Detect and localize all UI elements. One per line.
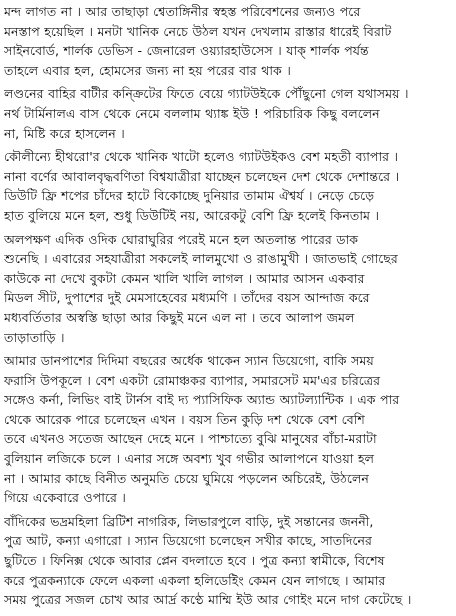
text-line: মিডল সীট, দুপাশের দুই মেমসাহেবের মধ্যমণি । তাঁদের বয়স আন্দাজ করে bbox=[4, 290, 370, 306]
text-line: গিয়ে একেবারে ওপারে । bbox=[4, 490, 126, 506]
paragraph bbox=[4, 512, 452, 610]
paragraph bbox=[4, 2, 452, 80]
text-line: ছুটিতে । ফিনিক্স থেকে আবার প্লেন বদলাতে হবে । পুত্র কন্যা স্বামীকে, বিশেষ bbox=[4, 553, 385, 569]
text-line: সঙ্গেও কর্না, লিভিং বাই টার্নস বাই দ্য প্যাসিফিক অ্যান্ড অ্যাটল্যান্টিক । এক পার bbox=[4, 392, 400, 408]
text-line: পুত্র আট, কন্যা এগারো । স্যান ডিয়েগো চলেছেন সখীর কাছে, সাতদিনের bbox=[4, 533, 372, 549]
text-line: মধ্যবর্তিতার অস্বস্তি ছাড়া আর কিছুই মনে এল না । তবে আলাপ জমল bbox=[4, 309, 355, 325]
text-line: বুলিয়ান লজিকে চলে । এনার সঙ্গে অবশ্য খুব গভীর আলাপনে যাওয়া হল bbox=[4, 451, 374, 467]
text-line: মনস্তাপ হয়েছিল । মনটা খানিক নেচে উঠল যখন দেখলাম রাস্তার ধারেই বিরাট bbox=[4, 23, 392, 39]
text-line: সময় পুত্রের সজল চোখ আর আর্দ্র কণ্ঠে মাম্মি ইউ আর গোইং মনে দাগ কেটেছে । bbox=[4, 592, 412, 608]
paragraph bbox=[4, 230, 452, 348]
text-line: করে পুত্রকন্যাকে ফেলে একলা একলা হলিডেইিং কেমন যেন লাগছে । আমার bbox=[4, 572, 386, 588]
text-line: না । আমার কাছে বিনীত অনুমতি চেয়ে ঘুমিয়ে পড়লেন অচিরেই, উঠলেন bbox=[4, 470, 369, 486]
text-line: ডিউটি ফ্রি শপের চাঁদের হাটে বিকোচ্ছে দুনিয়ার তামাম ঐশ্বর্য । নেড়ে চেড়ে bbox=[4, 188, 375, 204]
text-line: তাড়াতাড়ি । bbox=[4, 329, 65, 345]
text-line: কৌলীন্যে হীথরো'র থেকে খানিক খাটো হলেও গ্যাটউইকও বেশ মহতী ব্যাপার । bbox=[4, 149, 399, 165]
text-line: তাহলে এবার হল, হোমসের জন্য না হয় পরের বার থাক । bbox=[4, 62, 291, 78]
paragraph bbox=[4, 84, 452, 143]
paragraph bbox=[4, 351, 452, 508]
text-line: বাঁদিকের ভদ্রমহিলা ব্রিটিশ নাগরিক, লিভারপুলে বাড়ি, দুই সন্তানের জননী, bbox=[4, 513, 374, 529]
text-line: নর্থ টার্মিনালএ বাস থেকে নেমে বললাম থ্যাঙ্ক ইউ ! পরিচারিক কিছু বললেন bbox=[4, 105, 380, 121]
text-line: না, মিষ্টি করে হাসলেন । bbox=[4, 125, 125, 141]
text-line: নানা বর্ণের আবালবৃদ্ধবণিতা বিশ্বযাত্রীরা যাচ্ছেন চলেছেন দেশ থেকে দেশান্তরে । bbox=[4, 168, 400, 184]
text-line: মন্দ লাগত না । আর তাছাড়া শ্বেতাঙ্গিনীর স্বহস্ত পরিবেশনের জন্যও পরে bbox=[4, 4, 361, 19]
text-line: আমার ডানপাশের দিদিমা বছরের অর্ধেক থাকেন স্যান ডিয়েগো, বাকি সময় bbox=[4, 353, 374, 369]
paragraph bbox=[4, 147, 452, 225]
text-line: ফরাসি উপকূলে । বেশ একটা রোমাঞ্চকর ব্যাপার, সমারসেট মম'এর চরিত্রের bbox=[4, 372, 381, 388]
text-line: অলপক্ষণ এদিক ওদিক ঘোরাঘুরির পরেই মনে হল অতলান্ত পারের ডাক bbox=[4, 231, 359, 247]
text-line: থেকে আরেক পারে চলেছেন এখন । বয়স তিন কুড়ি দশ থেকে বেশ বেশি bbox=[4, 411, 365, 427]
text-line: সাইনবোর্ড, শার্লক ডেভিস - জেনারেল ওয়্যারহাউসেস । যাক্‌ শার্লক পর্যন্ত bbox=[4, 43, 369, 59]
text-line: শুনেছি । এবারের সহযাত্রীরা সকলেই লালমুখো ও রাঙামুখী । জাতভাই গোছের bbox=[4, 251, 398, 267]
text-line: কাউকে না দেখে বুকটা কেমন খালি খালি লাগল । আমার আসন একবার bbox=[4, 270, 365, 286]
text-line: হাত বুলিয়ে মনে হল, শুধু ডিউটিই নয়, আরেকটু বেশি ফ্রি হলেই কিনতাম । bbox=[4, 207, 379, 223]
text-line: লণ্ডনের বাহির বাটীর কন্ক্রিটের ফিতে বেয়ে গ্যাটউইকে পৌঁছুনো গেল যথাসময় । bbox=[4, 86, 409, 102]
text-line: তবে এখনও সতেজ আছেন দেহে মনে । পাশ্চাত্যে বুঝি মানুষের বাঁচা-মরাটা bbox=[4, 431, 377, 447]
